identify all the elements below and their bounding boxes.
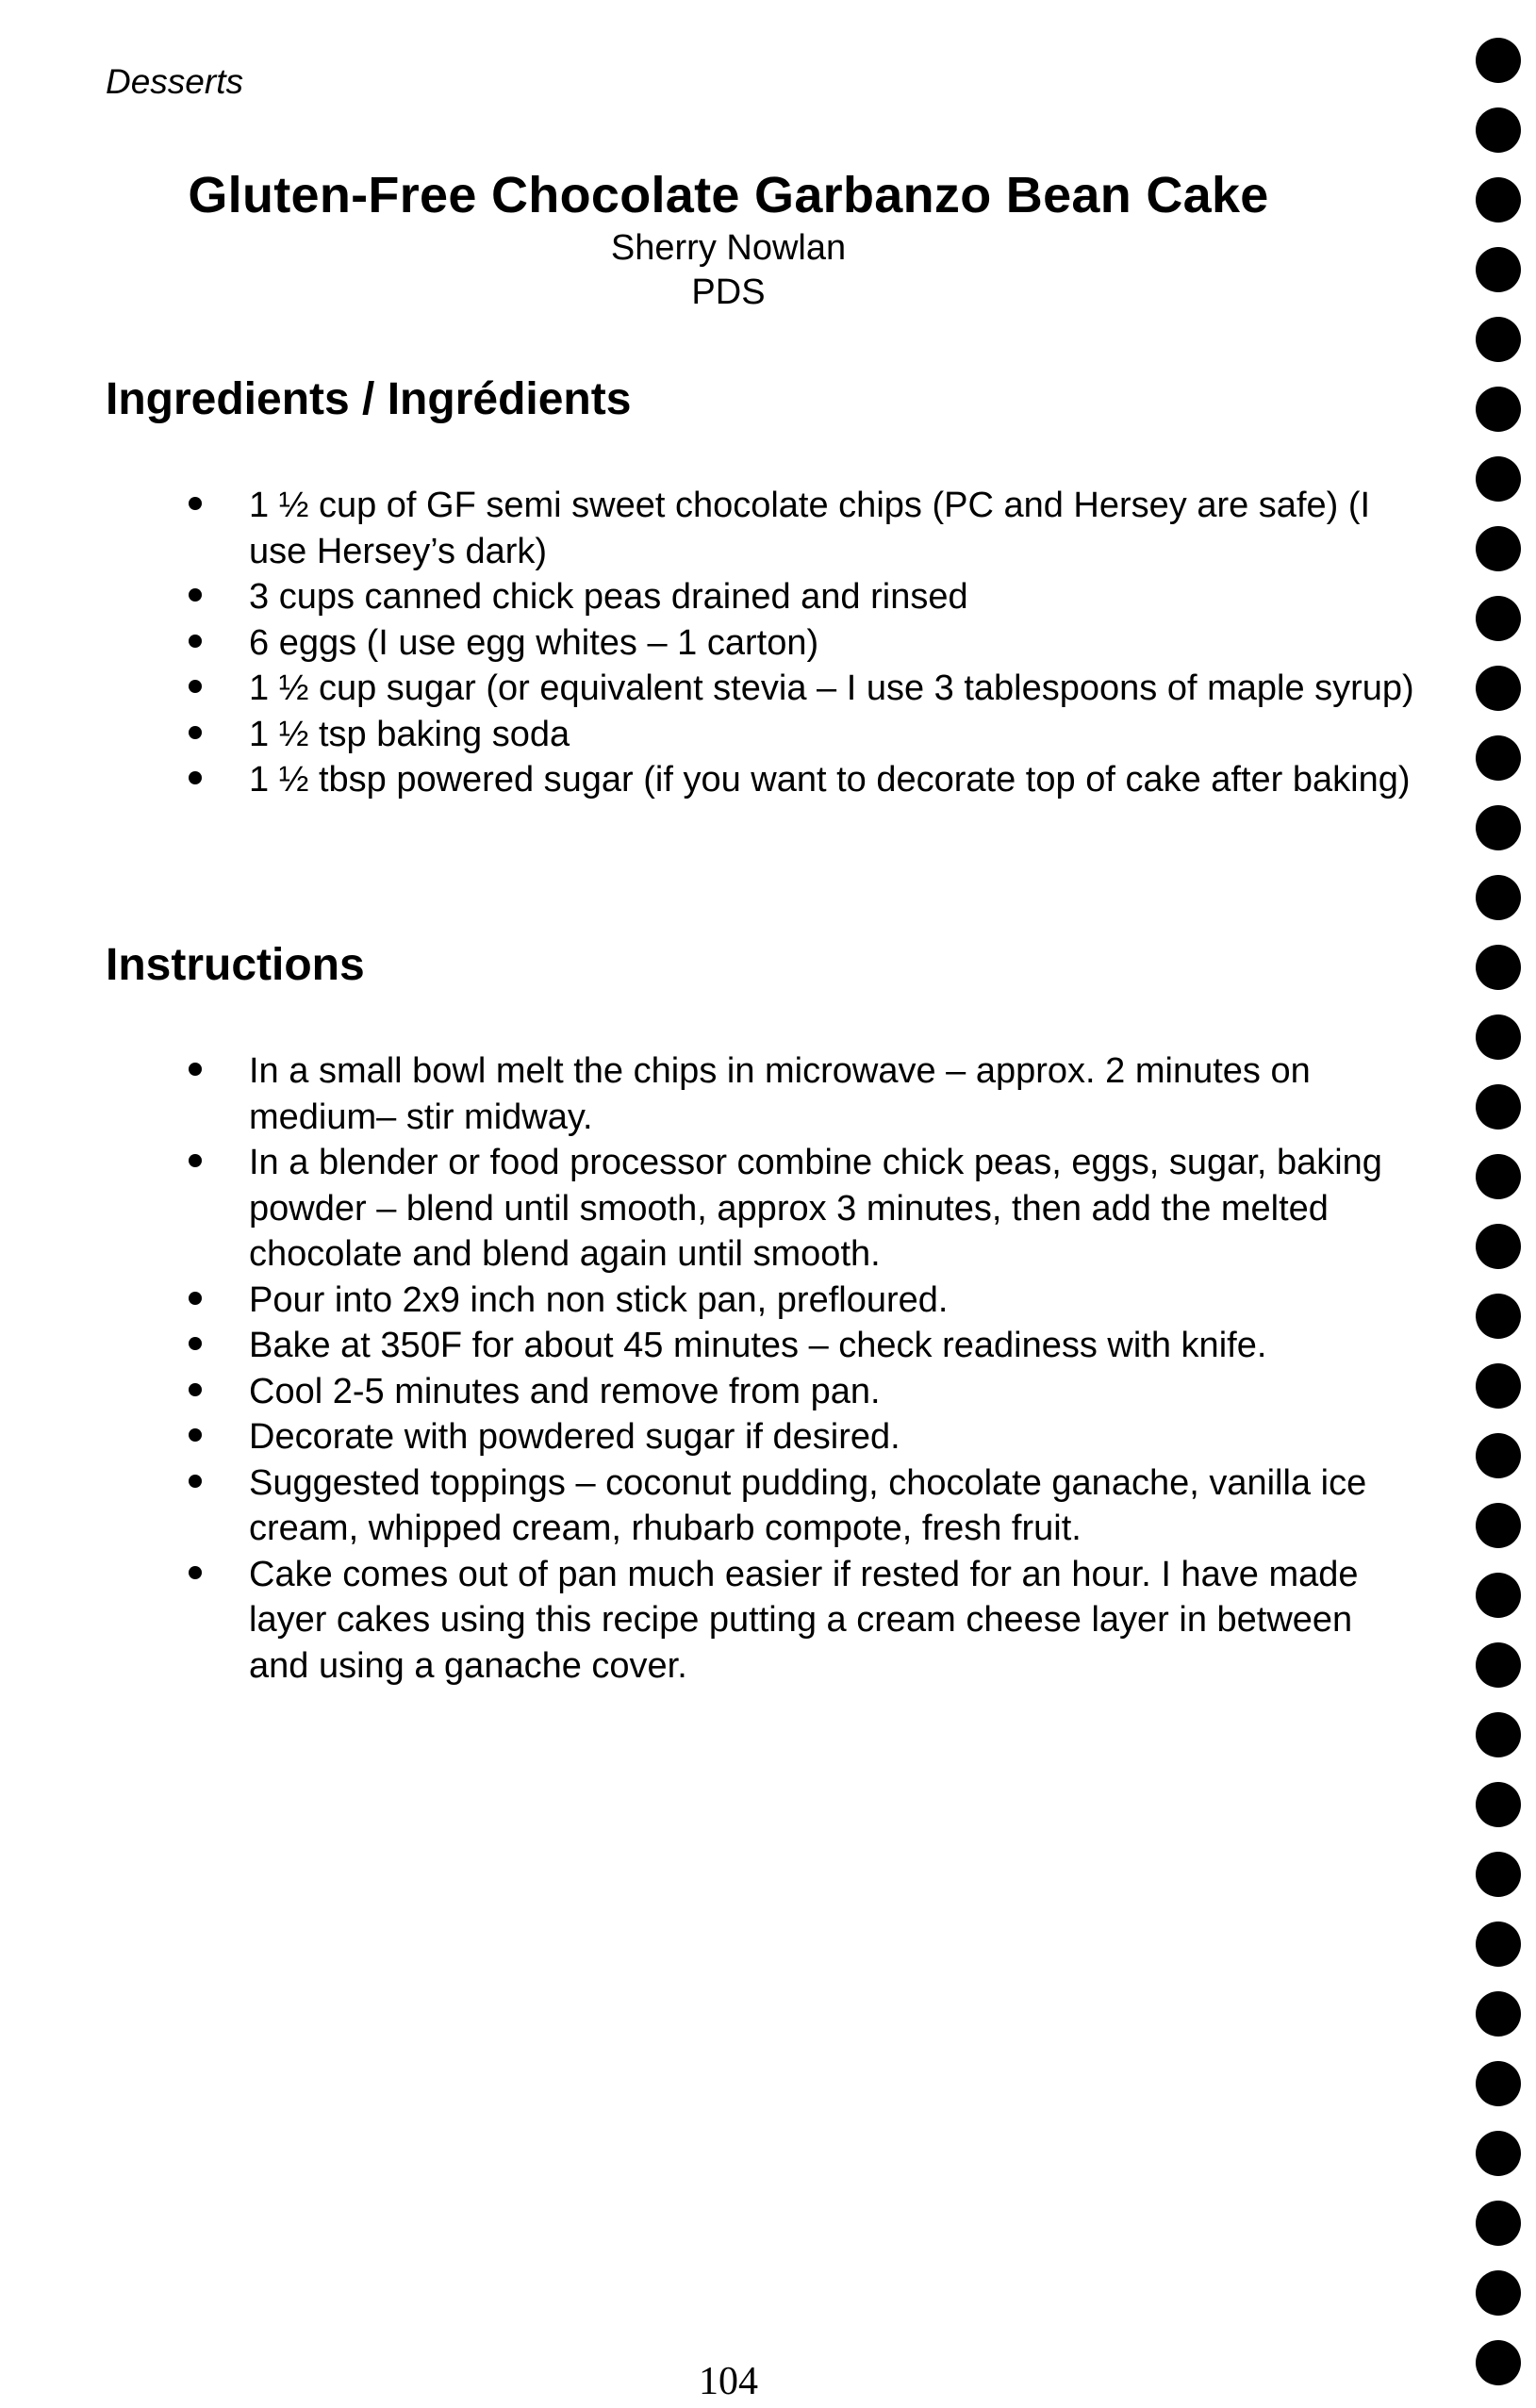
bullet-icon [189, 588, 202, 602]
instruction-step: Suggested toppings – coconut pudding, chocolate ganache, vanilla ice cream, whipped cream, rhubarb compote, fresh fruit. [189, 1460, 1414, 1552]
ingredient-item: 1 ½ tbsp powered sugar (if you want to decorate top of cake after baking) [189, 757, 1414, 803]
bullet-icon [189, 1063, 202, 1076]
instructions-list [189, 1048, 1414, 1689]
binding-hole [1476, 107, 1521, 153]
binding-hole [1476, 666, 1521, 711]
binding-hole [1476, 38, 1521, 83]
ingredient-item: 1 ½ cup sugar (or equivalent stevia – I use 3 tablespoons of maple syrup) [189, 666, 1414, 712]
binding-hole [1476, 177, 1521, 223]
binding-hole [1476, 456, 1521, 502]
bullet-icon [189, 497, 202, 510]
bullet-icon [189, 1566, 202, 1579]
bullet-icon [189, 726, 202, 739]
binding-hole [1476, 1642, 1521, 1688]
binding-hole [1476, 1154, 1521, 1199]
binding-hole [1476, 1852, 1521, 1897]
bullet-icon [189, 1383, 202, 1396]
binding-hole [1476, 2270, 1521, 2316]
binding-hole [1476, 875, 1521, 920]
binding-hole [1476, 1224, 1521, 1269]
binding-hole [1476, 1921, 1521, 1967]
binding-hole [1476, 1503, 1521, 1548]
instruction-step: Cool 2-5 minutes and remove from pan. [189, 1369, 1414, 1415]
instruction-step: In a small bowl melt the chips in microwave – approx. 2 minutes on medium– stir midway. [189, 1048, 1414, 1140]
bullet-icon [189, 1337, 202, 1350]
binding-hole [1476, 1294, 1521, 1339]
binding-hole [1476, 2201, 1521, 2246]
binding-hole [1476, 1014, 1521, 1060]
binding-hole [1476, 317, 1521, 362]
instruction-step: Pour into 2x9 inch non stick pan, prefloured. [189, 1278, 1414, 1324]
section-label: Desserts [106, 62, 243, 101]
instruction-step: Cake comes out of pan much easier if rested for an hour. I have made layer cakes using this recipe putting a cream cheese layer in between and using a ganache cover. [189, 1552, 1414, 1690]
recipe-title: Gluten-Free Chocolate Garbanzo Bean Cake [188, 167, 1269, 223]
ingredient-item: 3 cups canned chick peas drained and rinsed [189, 574, 1414, 620]
ingredients-heading: Ingredients / Ingrédients [106, 374, 632, 424]
binding-hole [1476, 735, 1521, 781]
binding-hole [1476, 2340, 1521, 2385]
binding-hole [1476, 1782, 1521, 1827]
binding-hole [1476, 945, 1521, 990]
bullet-icon [189, 771, 202, 784]
binding-hole [1476, 1433, 1521, 1478]
binding-hole [1476, 387, 1521, 432]
binding-hole [1476, 2131, 1521, 2176]
binding-hole [1476, 2061, 1521, 2106]
bullet-icon [189, 1292, 202, 1305]
binding-hole [1476, 1712, 1521, 1757]
binding-hole [1476, 1363, 1521, 1409]
bullet-icon [189, 1428, 202, 1442]
binding-hole [1476, 247, 1521, 292]
binding-hole [1476, 805, 1521, 850]
instruction-step: In a blender or food processor combine chick peas, eggs, sugar, baking powder – blend until smooth, approx 3 minutes, then add the melted chocolate and blend again until smooth. [189, 1140, 1414, 1278]
binding-hole [1476, 1573, 1521, 1618]
binding-hole [1476, 596, 1521, 641]
bullet-icon [189, 635, 202, 648]
bullet-icon [189, 680, 202, 693]
ingredient-item: 1 ½ cup of GF semi sweet chocolate chips (PC and Hersey are safe) (I use Hersey’s dark) [189, 483, 1414, 574]
ingredient-item: 1 ½ tsp baking soda [189, 712, 1414, 758]
page-number: 104 [699, 2360, 758, 2403]
instruction-step: Decorate with powdered sugar if desired. [189, 1414, 1414, 1460]
binding-hole [1476, 1991, 1521, 2037]
instruction-step: Bake at 350F for about 45 minutes – check readiness with knife. [189, 1323, 1414, 1369]
recipe-organization: PDS [691, 272, 766, 312]
recipe-author: Sherry Nowlan [610, 228, 847, 268]
binding-holes [1476, 38, 1523, 2395]
bullet-icon [189, 1154, 202, 1167]
ingredients-list [189, 483, 1414, 803]
binding-hole [1476, 1084, 1521, 1130]
bullet-icon [189, 1475, 202, 1488]
ingredient-item: 6 eggs (I use egg whites – 1 carton) [189, 620, 1414, 667]
instructions-heading: Instructions [106, 940, 365, 990]
binding-hole [1476, 526, 1521, 571]
